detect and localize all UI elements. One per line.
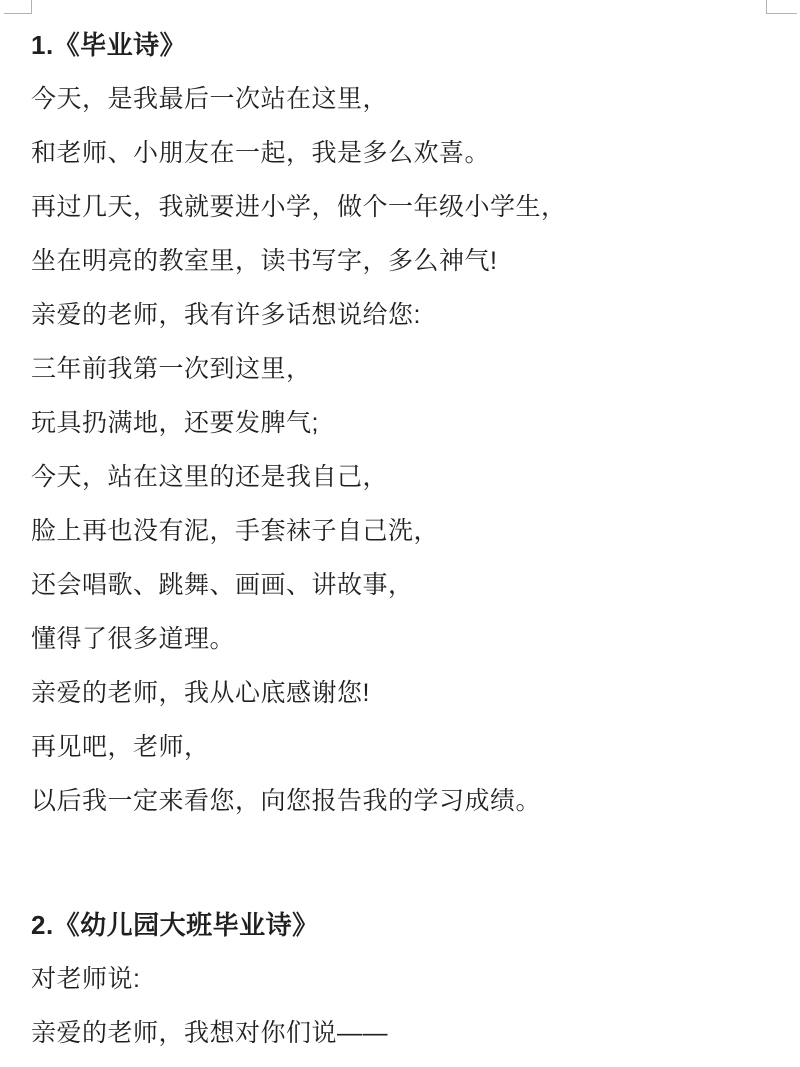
poem-line: 对老师说: (31, 965, 141, 993)
poem-line: 再见吧，老师， (31, 733, 210, 761)
poem-line: 脸上再也没有泥，手套袜子自己洗， (31, 517, 440, 545)
poem-line: 今天，是我最后一次站在这里， (31, 85, 389, 113)
poem-line: 和老师、小朋友在一起，我是多么欢喜。 (31, 139, 491, 167)
poem-1-title: 1.《毕业诗》 (31, 30, 187, 60)
poem-line: 亲爱的老师，我有许多话想说给您: (31, 301, 421, 329)
poem-2-title: 2.《幼儿园大班毕业诗》 (31, 910, 319, 940)
poem-line: 坐在明亮的教室里，读书写字，多么神气! (31, 247, 498, 275)
poem-line: 三年前我第一次到这里， (31, 355, 312, 383)
poem-line: 今天，站在这里的还是我自己， (31, 463, 389, 491)
poem-line: 亲爱的老师，我从心底感谢您! (31, 679, 370, 707)
poem-line: 懂得了很多道理。 (31, 625, 236, 653)
poem-line: 以后我一定来看您，向您报告我的学习成绩。 (31, 787, 542, 815)
poem-line: 玩具扔满地，还要发脾气; (31, 409, 319, 437)
poem-line: 还会唱歌、跳舞、画画、讲故事， (31, 571, 414, 599)
poem-line: 亲爱的老师，我想对你们说—— (31, 1019, 389, 1047)
poem-line: 再过几天，我就要进小学，做个一年级小学生， (31, 193, 567, 221)
